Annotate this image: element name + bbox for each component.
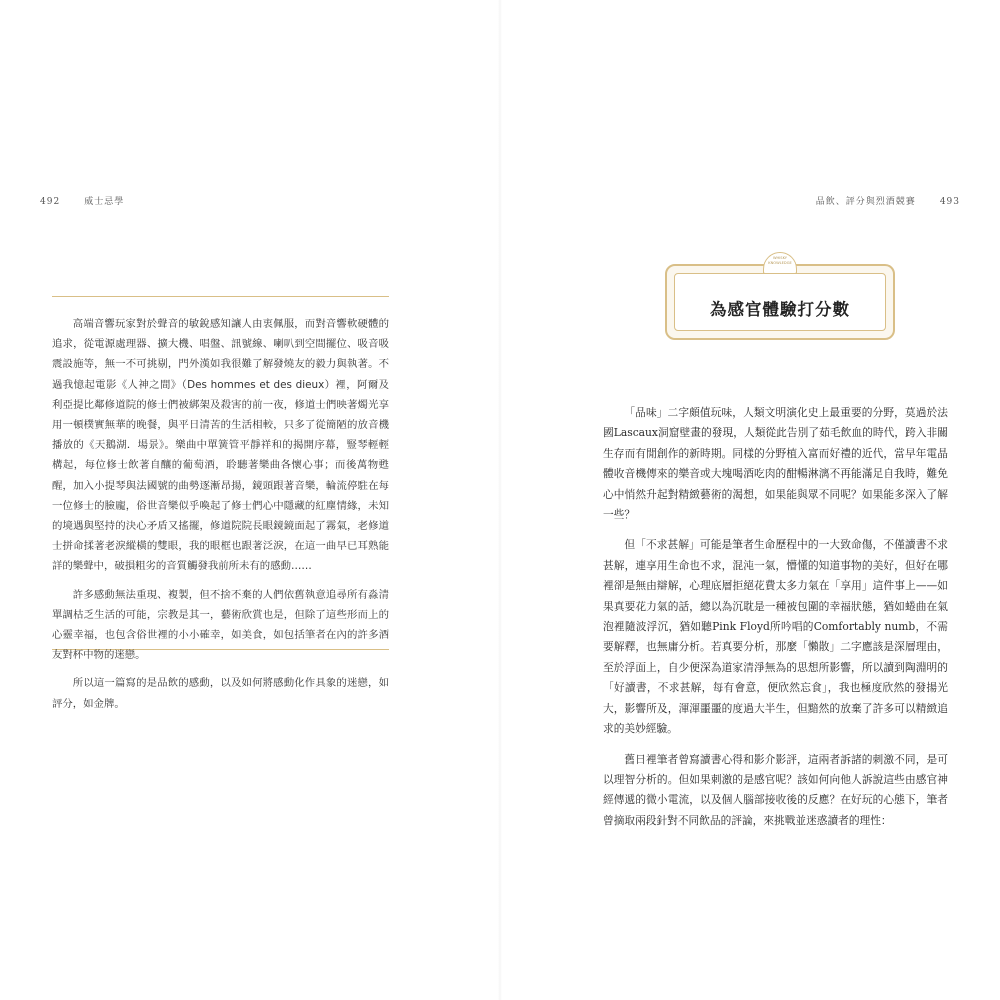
sidebar-paragraph: 所以這一篇寫的是品飲的感動，以及如何將感動化作具象的迷戀，如評分，如金牌。 (52, 677, 389, 710)
section-title-plaque (665, 252, 895, 352)
right-running-title: 品飲、評分與烈酒競賽 (815, 197, 916, 207)
plaque-inner-frame (674, 273, 886, 331)
badge-line-1: WHISKY (772, 256, 788, 260)
right-page (500, 0, 1000, 1000)
sidebar-text (52, 314, 389, 722)
body-paragraph: 舊日裡筆者曾寫讀書心得和影介影評，這兩者訴諸的刺激不同，是可以理智分析的。但如果刺激的是感官呢？該如何向他人訴說這些由感官神經傳遞的微小電流，以及個人腦部接收後的反應？在好玩的心態下，筆者曾摘取兩段針對不同飲品的評論，來挑戰並迷惑讀者的理性： (603, 752, 948, 827)
left-page-number: 492 (40, 197, 61, 207)
whisky-knowledge-badge (763, 252, 797, 274)
plaque-frame (665, 264, 895, 340)
sidebar-paragraph: 許多感動無法重現、複製，但不捨不棄的人們依舊執意追尋所有淼清單調枯乏生活的可能，宗教是其一，藝術欣賞也是，但除了這些形而上的心靈幸福，也包含俗世裡的小小確幸，如美食，如包括筆者在內的許多酒友對杯中物的迷戀。 (52, 588, 389, 662)
body-text (603, 403, 948, 841)
body-paragraph: 但「不求甚解」可能是筆者生命歷程中的一大致命傷，不僅讀書不求甚解，連享用生命也不求，混沌一氣，懵懂的知道事物的美好，但好在哪裡卻是無由辯解，心理底層拒絕花費太多力氣在「享用」這件事上——如果真要花力氣的話，總以為沉耽是一種被包圍的幸福狀態，猶如蜷曲在氣泡裡隨波浮沉，猶如聽Pink Floyd所吟唱的Comfortably numb，不需要解釋，也無庸分析。若真要分析，那麼「懶散」二字應該是深層理由，至於浮面上，自少便深為道家清淨無為的思想所影響，所以讀到陶淵明的「好讀書，不求甚解，每有會意，便欣然忘食」，我也極度欣然的發揚光大，影響所及，渾渾噩噩的度過大半生，但黯然的放棄了許多可以精緻追求的美妙經驗。 (603, 538, 948, 736)
body-paragraph: 「品味」二字頗值玩味，人類文明演化史上最重要的分野，莫過於法國Lascaux洞窟壁畫的發現，人類從此告別了茹毛飲血的時代，跨入非關生存而有閒創作的新時期。同樣的分野植入富而好禮的近代，當早年電晶體收音機傳來的樂音或大塊喝酒吃肉的酣暢淋漓不再能滿足自我時，難免心中悄然升起對精緻藝術的渴想，如果能與眾不同呢？如果能多深入了解一些？ (603, 406, 948, 522)
section-title: 為感官體驗打分數 (710, 300, 850, 319)
badge-line-2: KNOWLEDGE (768, 261, 792, 265)
right-running-header (816, 194, 960, 207)
sidebar-box (52, 296, 389, 710)
right-page-number: 493 (939, 197, 960, 207)
left-running-header (40, 194, 124, 207)
sidebar-paragraph: 高端音響玩家對於聲音的敏銳感知讓人由衷佩服，而對音響軟硬體的追求，從電源處理器、擴大機、唱盤、訊號線、喇叭到空間擺位、吸音吸震設施等，無一不可挑剔，門外漢如我很難了解發燒友的毅力與執著。不過我憶起電影《人神之間》（Des hommes et des dieux）裡，阿爾及利亞提比鄰修道院的修士們被綁架及殺害的前一夜，修道士們映著燭光享用一頓樸實無華的晚餐，與平日清苦的生活相較，只多了從簡陋的放音機播放的《天鵝湖．場景》。樂曲中單簧管平靜祥和的揭開序幕，豎琴輕輕構起，每位修士飲著自釀的葡萄酒，聆聽著樂曲各懷心事；而後萬物甦醒，加入小提琴與法國號的曲勢逐漸昂揚，鏡頭跟著音樂，輪流停駐在每一位修士的臉龐，俗世音樂似乎喚起了修士們心中隱藏的紅塵情緣，未知的境遇與堅持的決心矛盾又搖擺，修道院院長眼鏡鏡面起了霧氣，老修道士拼命揉著老淚縱橫的雙眼，我的眼框也跟著泛淚，在這一曲早已耳熟能詳的樂聲中，破損粗劣的音質觸發我前所未有的感動…… (52, 318, 389, 573)
left-running-title: 威士忌學 (84, 197, 125, 207)
